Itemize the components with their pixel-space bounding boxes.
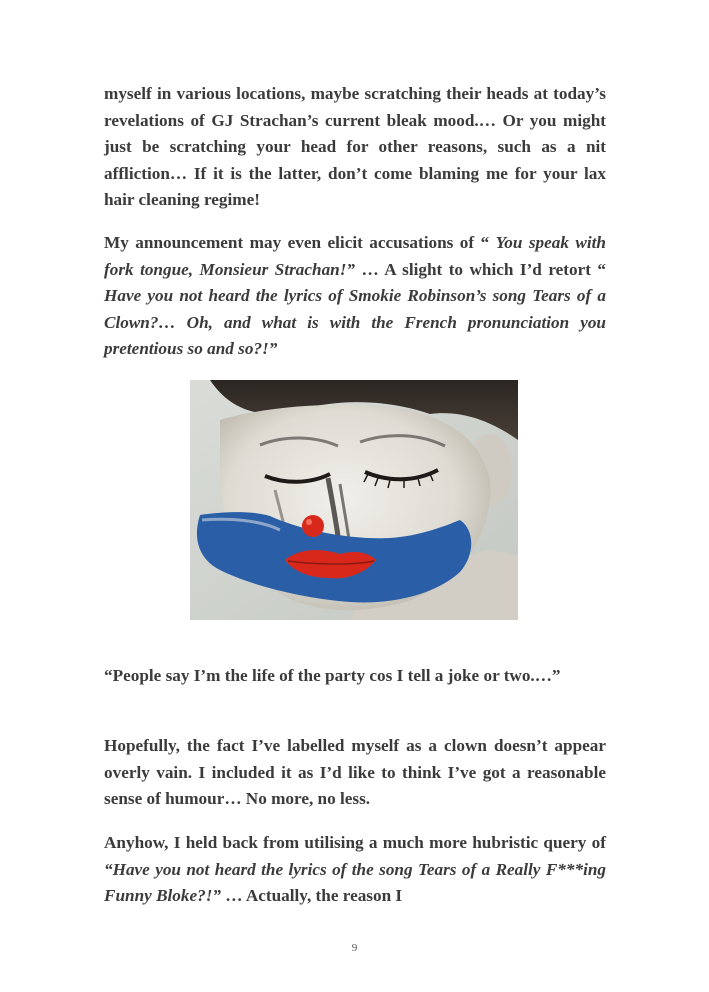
paragraph-5-text: Anyhow, I held back from utilising a much more hubristic query of	[104, 833, 606, 852]
paragraph-5	[104, 830, 606, 910]
paragraph-2-quote: You speak with fork tongue, Monsieur Strachan!”	[104, 233, 606, 279]
paragraph-1-text: myself in various locations, maybe scratching their heads at today’s revelations of GJ Strachan’s current bleak mood.… Or you might just be scratching your head for other reasons, such as a nit affliction… If it is the latter, don’t come blaming me for your lax hair cleaning regime!	[104, 84, 606, 210]
paragraph-4	[104, 733, 606, 813]
clown-face-photo	[190, 380, 518, 620]
paragraph-1	[104, 81, 606, 214]
paragraph-5-quote: “Have you not heard the lyrics of the song Tears of a Really F***ing Funny Bloke?!”	[104, 859, 606, 906]
paragraph-2	[104, 230, 606, 363]
paragraph-4-text: Hopefully, the fact I’ve labelled myself as a clown doesn’t appear overly vain. I included it as I’d like to think I’ve got a reasonable sense of humour… No more, no less.	[104, 736, 606, 809]
paragraph-2-text: My announcement may even elicit accusations of “	[104, 233, 496, 252]
paragraph-2-text-2: … A slight to which I’d retort “	[355, 259, 607, 279]
paragraph-3-text: “People say I’m the life of the party cos I tell a joke or two.…”	[104, 666, 561, 685]
paragraph-2-quote-2: Have you not heard the lyrics of Smokie Robinson’s song Tears of a Clown?… Oh, and what is with the French pronunciation you pretentious so and so?!”	[104, 286, 606, 359]
page-number: 9	[351, 942, 358, 954]
paragraph-3	[104, 663, 606, 690]
paragraph-5-text-2: … Actually, the reason I	[221, 886, 403, 906]
